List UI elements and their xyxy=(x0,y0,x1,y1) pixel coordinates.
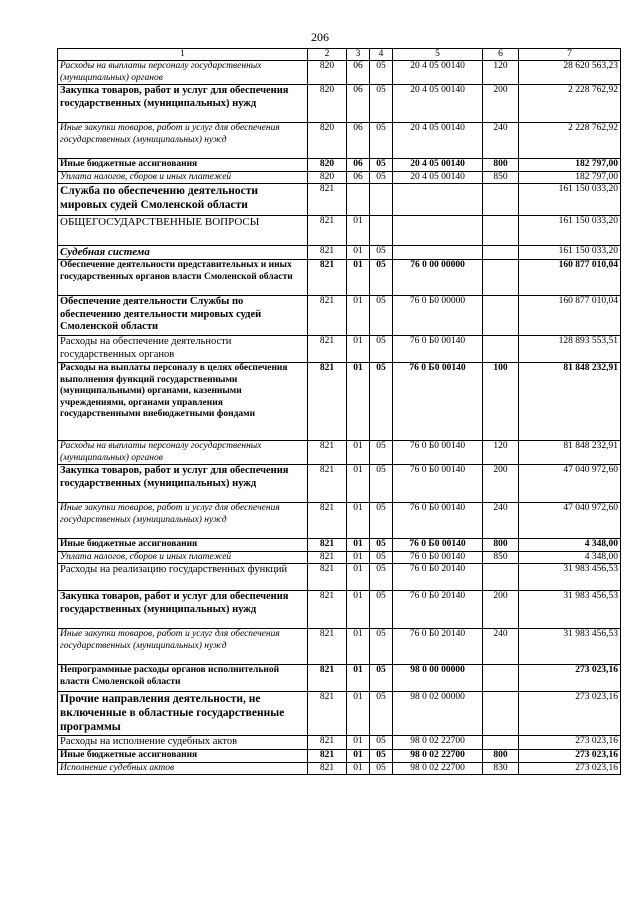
header-cell: 2 xyxy=(308,49,347,61)
row-target-code: 76 0 Б0 20140 xyxy=(393,564,483,591)
row-target-code: 20 4 05 00140 xyxy=(393,159,483,172)
row-subsection-code xyxy=(370,216,393,246)
table-row xyxy=(58,123,621,159)
row-amount: 31 983 456,53 xyxy=(519,629,621,665)
row-section-code: 06 xyxy=(347,61,370,85)
row-section-code: 01 xyxy=(347,750,370,763)
row-amount: 4 348,00 xyxy=(519,551,621,564)
row-subsection-code: 05 xyxy=(370,171,393,184)
row-section-code: 01 xyxy=(347,503,370,539)
row-section-code: 06 xyxy=(347,85,370,123)
row-ministry-code: 821 xyxy=(308,503,347,539)
table-row xyxy=(58,159,621,172)
row-target-code: 98 0 02 22700 xyxy=(393,762,483,775)
row-name: Закупка товаров, работ и услуг для обеспечения государственных (муниципальных) нужд xyxy=(58,85,308,123)
table-row xyxy=(58,665,621,692)
row-section-code: 06 xyxy=(347,159,370,172)
row-section-code: 01 xyxy=(347,296,370,336)
row-ministry-code: 820 xyxy=(308,171,347,184)
row-amount: 161 150 033,20 xyxy=(519,184,621,216)
table-row xyxy=(58,591,621,629)
row-target-code: 76 0 Б0 00140 xyxy=(393,336,483,363)
row-section-code: 06 xyxy=(347,123,370,159)
row-expense-type: 800 xyxy=(483,159,519,172)
row-subsection-code: 05 xyxy=(370,260,393,296)
table-row xyxy=(58,336,621,363)
row-ministry-code: 821 xyxy=(308,551,347,564)
row-amount: 273 023,16 xyxy=(519,692,621,736)
row-target-code: 76 0 Б0 00140 xyxy=(393,503,483,539)
row-section-code: 01 xyxy=(347,665,370,692)
row-name: Иные закупки товаров, работ и услуг для обеспечения государственных (муниципальных) нужд xyxy=(58,503,308,539)
row-subsection-code: 05 xyxy=(370,750,393,763)
row-expense-type: 850 xyxy=(483,551,519,564)
row-section-code: 01 xyxy=(347,246,370,260)
row-expense-type: 200 xyxy=(483,465,519,503)
row-name: Обеспечение деятельности Службы по обеспечению деятельности мировых судей Смоленской области xyxy=(58,296,308,336)
row-subsection-code: 05 xyxy=(370,123,393,159)
row-target-code: 76 0 Б0 00140 xyxy=(393,363,483,441)
row-amount: 128 893 553,51 xyxy=(519,336,621,363)
table-row xyxy=(58,85,621,123)
row-amount: 28 620 563,23 xyxy=(519,61,621,85)
row-amount: 273 023,16 xyxy=(519,665,621,692)
row-expense-type: 200 xyxy=(483,591,519,629)
header-cell: 7 xyxy=(519,49,621,61)
row-amount: 2 228 762,92 xyxy=(519,85,621,123)
row-subsection-code: 05 xyxy=(370,629,393,665)
row-name: Непрограммные расходы органов исполнительной власти Смоленской области xyxy=(58,665,308,692)
row-ministry-code: 821 xyxy=(308,465,347,503)
table-row xyxy=(58,363,621,441)
row-amount: 182 797,00 xyxy=(519,171,621,184)
row-amount: 273 023,16 xyxy=(519,762,621,775)
row-target-code: 76 0 Б0 00000 xyxy=(393,296,483,336)
table-row xyxy=(58,736,621,750)
row-expense-type: 240 xyxy=(483,629,519,665)
row-section-code: 01 xyxy=(347,441,370,465)
row-name: Расходы на реализацию государственных функций xyxy=(58,564,308,591)
table-row xyxy=(58,216,621,246)
row-subsection-code: 05 xyxy=(370,296,393,336)
row-target-code: 20 4 05 00140 xyxy=(393,85,483,123)
table-row xyxy=(58,539,621,552)
row-name: Расходы на выплаты персоналу в целях обеспечения выполнения функций государственными (муниципальными) органами, казенными учреждениями, органами управления государственными внебюджетными фондами xyxy=(58,363,308,441)
row-ministry-code: 821 xyxy=(308,184,347,216)
row-amount: 47 040 972,60 xyxy=(519,503,621,539)
row-ministry-code: 821 xyxy=(308,441,347,465)
row-name: Закупка товаров, работ и услуг для обеспечения государственных (муниципальных) нужд xyxy=(58,465,308,503)
row-subsection-code: 05 xyxy=(370,363,393,441)
row-ministry-code: 821 xyxy=(308,246,347,260)
row-subsection-code xyxy=(370,184,393,216)
table-row xyxy=(58,762,621,775)
row-target-code: 98 0 02 22700 xyxy=(393,736,483,750)
row-expense-type: 120 xyxy=(483,61,519,85)
row-ministry-code: 820 xyxy=(308,85,347,123)
row-amount: 160 877 010,04 xyxy=(519,296,621,336)
row-expense-type xyxy=(483,692,519,736)
row-ministry-code: 820 xyxy=(308,159,347,172)
header-cell: 3 xyxy=(347,49,370,61)
row-amount: 161 150 033,20 xyxy=(519,216,621,246)
row-expense-type: 830 xyxy=(483,762,519,775)
row-expense-type: 120 xyxy=(483,441,519,465)
row-target-code: 76 0 Б0 00140 xyxy=(393,539,483,552)
row-section-code: 01 xyxy=(347,551,370,564)
row-section-code: 01 xyxy=(347,736,370,750)
row-target-code: 98 0 00 00000 xyxy=(393,665,483,692)
row-section-code: 01 xyxy=(347,591,370,629)
budget-table xyxy=(57,48,621,775)
row-amount: 31 983 456,53 xyxy=(519,591,621,629)
row-ministry-code: 821 xyxy=(308,591,347,629)
row-subsection-code: 05 xyxy=(370,665,393,692)
row-subsection-code: 05 xyxy=(370,465,393,503)
row-target-code: 76 0 00 00000 xyxy=(393,260,483,296)
table-row xyxy=(58,184,621,216)
header-cell: 6 xyxy=(483,49,519,61)
row-section-code: 01 xyxy=(347,692,370,736)
row-target-code xyxy=(393,246,483,260)
row-name: Уплата налогов, сборов и иных платежей xyxy=(58,551,308,564)
row-ministry-code: 821 xyxy=(308,736,347,750)
row-section-code: 01 xyxy=(347,762,370,775)
row-ministry-code: 821 xyxy=(308,539,347,552)
row-section-code: 01 xyxy=(347,564,370,591)
table-row xyxy=(58,296,621,336)
row-ministry-code: 821 xyxy=(308,564,347,591)
row-subsection-code: 05 xyxy=(370,539,393,552)
row-section-code: 01 xyxy=(347,539,370,552)
row-expense-type xyxy=(483,296,519,336)
row-name: Расходы на выплаты персоналу государственных (муниципальных) органов xyxy=(58,61,308,85)
row-ministry-code: 821 xyxy=(308,692,347,736)
row-subsection-code: 05 xyxy=(370,591,393,629)
table-row xyxy=(58,465,621,503)
row-subsection-code: 05 xyxy=(370,736,393,750)
row-amount: 4 348,00 xyxy=(519,539,621,552)
row-ministry-code: 821 xyxy=(308,296,347,336)
row-target-code: 76 0 Б0 20140 xyxy=(393,591,483,629)
row-subsection-code: 05 xyxy=(370,246,393,260)
row-ministry-code: 821 xyxy=(308,629,347,665)
row-target-code xyxy=(393,184,483,216)
row-target-code: 76 0 Б0 20140 xyxy=(393,629,483,665)
row-section-code xyxy=(347,184,370,216)
row-name: Иные закупки товаров, работ и услуг для обеспечения государственных (муниципальных) нужд xyxy=(58,629,308,665)
table-row xyxy=(58,61,621,85)
row-subsection-code: 05 xyxy=(370,692,393,736)
row-subsection-code: 05 xyxy=(370,336,393,363)
table-row xyxy=(58,246,621,260)
row-subsection-code: 05 xyxy=(370,441,393,465)
row-section-code: 06 xyxy=(347,171,370,184)
row-ministry-code: 821 xyxy=(308,363,347,441)
row-target-code: 76 0 Б0 00140 xyxy=(393,441,483,465)
row-target-code: 76 0 Б0 00140 xyxy=(393,551,483,564)
row-expense-type: 850 xyxy=(483,171,519,184)
row-expense-type xyxy=(483,564,519,591)
row-amount: 2 228 762,92 xyxy=(519,123,621,159)
page-number: 206 xyxy=(311,30,329,44)
row-amount: 161 150 033,20 xyxy=(519,246,621,260)
row-section-code: 01 xyxy=(347,465,370,503)
row-subsection-code: 05 xyxy=(370,564,393,591)
table-row xyxy=(58,692,621,736)
row-name: Иные бюджетные ассигнования xyxy=(58,750,308,763)
table-header-row xyxy=(58,49,621,61)
row-target-code: 20 4 05 00140 xyxy=(393,171,483,184)
row-name: Иные закупки товаров, работ и услуг для обеспечения государственных (муниципальных) нужд xyxy=(58,123,308,159)
row-amount: 182 797,00 xyxy=(519,159,621,172)
row-name: Закупка товаров, работ и услуг для обеспечения государственных (муниципальных) нужд xyxy=(58,591,308,629)
row-expense-type xyxy=(483,736,519,750)
row-name: Иные бюджетные ассигнования xyxy=(58,539,308,552)
row-amount: 47 040 972,60 xyxy=(519,465,621,503)
row-subsection-code: 05 xyxy=(370,159,393,172)
row-expense-type: 800 xyxy=(483,539,519,552)
row-name: Расходы на выплаты персоналу государственных (муниципальных) органов xyxy=(58,441,308,465)
row-ministry-code: 820 xyxy=(308,123,347,159)
table-row xyxy=(58,629,621,665)
row-ministry-code: 821 xyxy=(308,216,347,246)
row-ministry-code: 821 xyxy=(308,336,347,363)
row-amount: 273 023,16 xyxy=(519,736,621,750)
row-expense-type: 100 xyxy=(483,363,519,441)
row-expense-type xyxy=(483,216,519,246)
row-name: Расходы на обеспечение деятельности государственных органов xyxy=(58,336,308,363)
row-ministry-code: 821 xyxy=(308,750,347,763)
table-row xyxy=(58,564,621,591)
row-subsection-code: 05 xyxy=(370,503,393,539)
row-target-code: 98 0 02 22700 xyxy=(393,750,483,763)
row-expense-type: 200 xyxy=(483,85,519,123)
row-name: Обеспечение деятельности представительных и иных государственных органов власти Смоленской области xyxy=(58,260,308,296)
row-subsection-code: 05 xyxy=(370,85,393,123)
row-expense-type: 240 xyxy=(483,123,519,159)
row-expense-type: 800 xyxy=(483,750,519,763)
row-subsection-code: 05 xyxy=(370,762,393,775)
row-amount: 81 848 232,91 xyxy=(519,441,621,465)
row-target-code: 20 4 05 00140 xyxy=(393,61,483,85)
header-cell: 4 xyxy=(370,49,393,61)
table-row xyxy=(58,551,621,564)
row-amount: 81 848 232,91 xyxy=(519,363,621,441)
row-expense-type: 240 xyxy=(483,503,519,539)
table-row xyxy=(58,750,621,763)
row-ministry-code: 821 xyxy=(308,260,347,296)
row-expense-type xyxy=(483,665,519,692)
row-target-code: 20 4 05 00140 xyxy=(393,123,483,159)
row-ministry-code: 820 xyxy=(308,61,347,85)
row-target-code: 98 0 02 00000 xyxy=(393,692,483,736)
row-amount: 273 023,16 xyxy=(519,750,621,763)
table-row xyxy=(58,441,621,465)
header-cell: 5 xyxy=(393,49,483,61)
row-subsection-code: 05 xyxy=(370,61,393,85)
row-expense-type xyxy=(483,246,519,260)
row-name: Исполнение судебных актов xyxy=(58,762,308,775)
row-name: Уплата налогов, сборов и иных платежей xyxy=(58,171,308,184)
row-expense-type xyxy=(483,336,519,363)
row-expense-type xyxy=(483,260,519,296)
row-name: Иные бюджетные ассигнования xyxy=(58,159,308,172)
row-subsection-code: 05 xyxy=(370,551,393,564)
table-row xyxy=(58,171,621,184)
row-target-code: 76 0 Б0 00140 xyxy=(393,465,483,503)
row-name: Служба по обеспечению деятельности мировых судей Смоленской области xyxy=(58,184,308,216)
row-name: Расходы на исполнение судебных актов xyxy=(58,736,308,750)
row-section-code: 01 xyxy=(347,629,370,665)
row-section-code: 01 xyxy=(347,260,370,296)
row-section-code: 01 xyxy=(347,216,370,246)
table-row xyxy=(58,260,621,296)
row-name: Прочие направления деятельности, не включенные в областные государственные программы xyxy=(58,692,308,736)
row-ministry-code: 821 xyxy=(308,762,347,775)
row-amount: 160 877 010,04 xyxy=(519,260,621,296)
row-name: Судебная система xyxy=(58,246,308,260)
row-section-code: 01 xyxy=(347,363,370,441)
row-amount: 31 983 456,53 xyxy=(519,564,621,591)
header-cell: 1 xyxy=(58,49,308,61)
row-section-code: 01 xyxy=(347,336,370,363)
table-row xyxy=(58,503,621,539)
row-ministry-code: 821 xyxy=(308,665,347,692)
row-expense-type xyxy=(483,184,519,216)
row-name: ОБЩЕГОСУДАРСТВЕННЫЕ ВОПРОСЫ xyxy=(58,216,308,246)
row-target-code xyxy=(393,216,483,246)
